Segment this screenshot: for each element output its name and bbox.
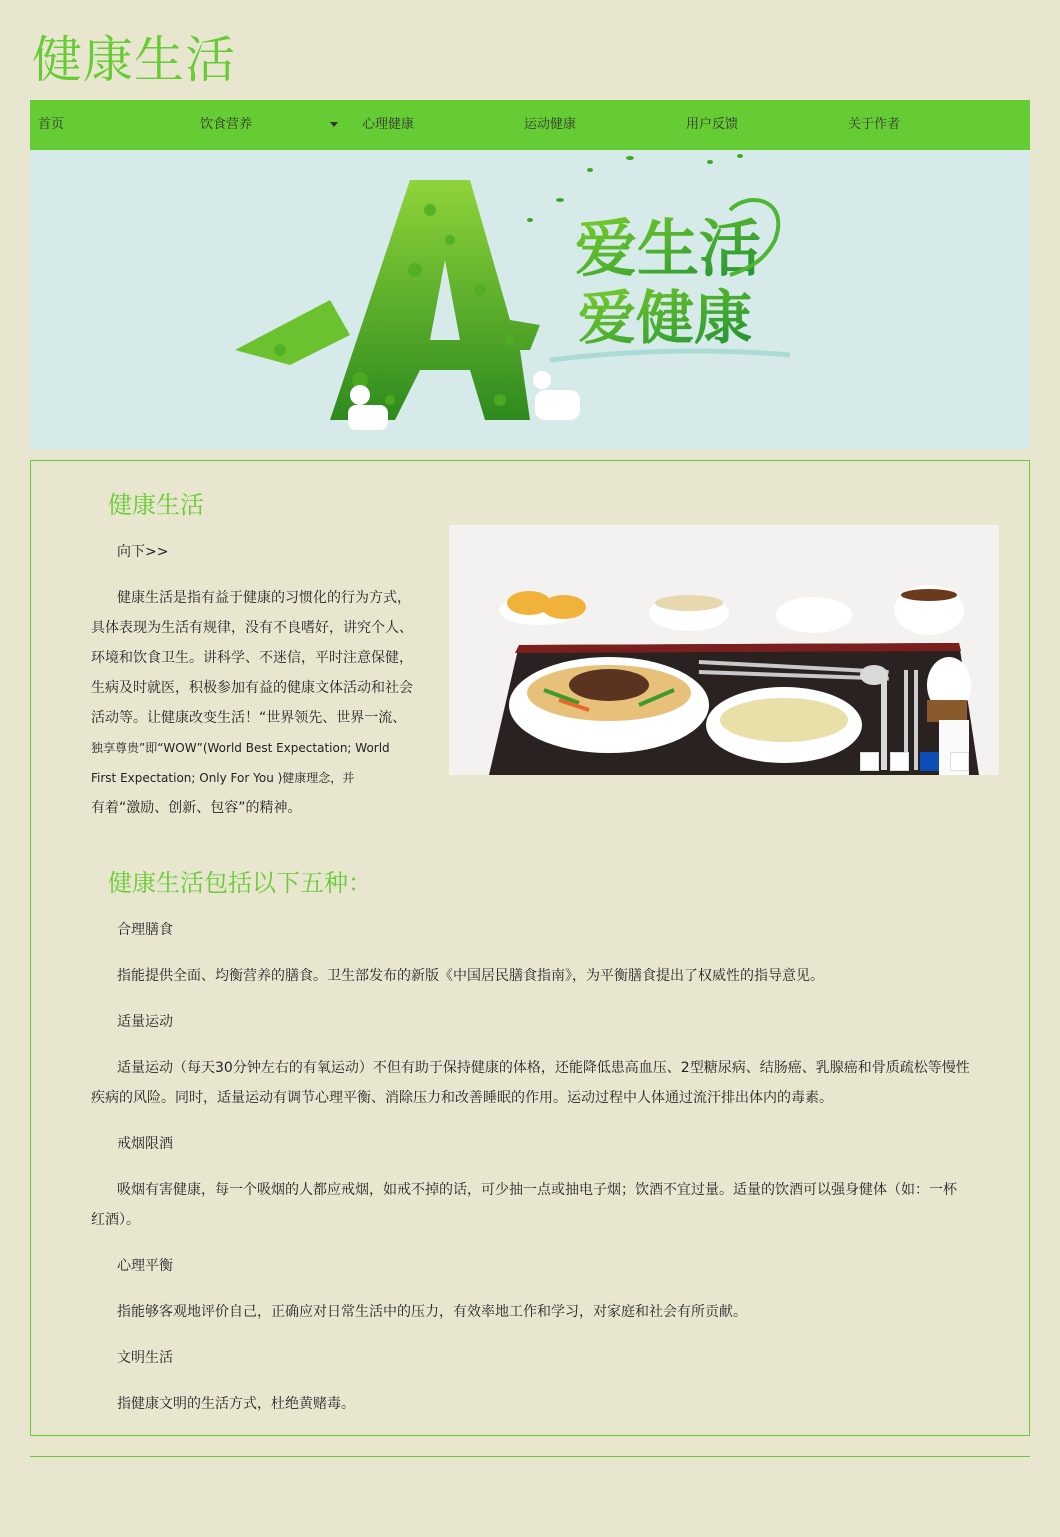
main-content [30, 460, 1030, 1436]
scroll-down-link[interactable] [91, 537, 168, 567]
item-desc: 疾病的风险。同时，适量运动有调节心理平衡、消除压力和改善睡眠的作用。运动过程中人体通过流汗排出体内的毒素。 [91, 1090, 833, 1106]
item-title: 文明生活 [117, 1350, 173, 1366]
item-desc: 适量运动（每天30分钟左右的有氧运动）不但有助于保持健康的体格，还能降低患高血压、2型糖尿病、结肠癌、乳腺癌和骨质疏松等慢性 [117, 1060, 970, 1076]
intro-line: 有着“激励、创新、包容”的精神。 [91, 800, 302, 816]
intro-line: 独享尊贵”即“WOW”(World Best Expectation; World [91, 741, 390, 755]
intro-line: 活动等。让健康改变生活！“世界领先、世界一流、 [91, 710, 407, 726]
item-desc: 红酒）。 [91, 1212, 140, 1228]
carousel-indicators [860, 752, 969, 771]
food-tray-image [449, 525, 999, 775]
nav-item-label: 饮食营养 [200, 117, 253, 132]
carousel-dot[interactable] [950, 752, 969, 771]
banner-text-line1: 爱生活 [575, 212, 762, 285]
hero-banner [30, 150, 1030, 449]
item-title: 戒烟限酒 [117, 1136, 173, 1152]
section-heading: 健康生活 [108, 491, 204, 519]
nav-item-label: 心理健康 [362, 117, 415, 132]
intro-line: 具体表现为生活有规律，没有不良嗜好，讲究个人、 [91, 620, 413, 636]
image-carousel[interactable] [449, 525, 999, 775]
carousel-dot[interactable] [890, 752, 909, 771]
scroll-down-label: 向下>> [117, 544, 169, 560]
nav-item-label: 用户反馈 [686, 117, 739, 132]
intro-line: 环境和饮食卫生。讲科学、不迷信，平时注意保健， [91, 650, 413, 666]
footer-divider [30, 1456, 1030, 1457]
nav-item-diet-nutrition[interactable] [192, 100, 354, 150]
nav-item-label: 首页 [38, 117, 65, 132]
nav-item-about-author[interactable] [840, 100, 1002, 150]
banner-illustration [30, 150, 1030, 449]
item-desc: 指能提供全面、均衡营养的膳食。卫生部发布的新版《中国居民膳食指南》，为平衡膳食提出了权威性的指导意见。 [117, 968, 824, 984]
nav-item-mental-health[interactable] [354, 100, 516, 150]
carousel-dot-active[interactable] [920, 752, 939, 771]
intro-line: 生病及时就医，积极参加有益的健康文体活动和社会 [91, 680, 413, 696]
item-title: 合理膳食 [117, 922, 173, 938]
intro-line: First Expectation; Only For You )健康理念，并 [91, 771, 355, 785]
nav-item-home[interactable] [30, 100, 192, 150]
item-desc: 指健康文明的生活方式，杜绝黄赌毒。 [117, 1396, 355, 1412]
nav-item-user-feedback[interactable] [678, 100, 840, 150]
section-heading: 健康生活包括以下五种： [108, 869, 372, 897]
item-title: 适量运动 [117, 1014, 173, 1030]
caret-down-icon [330, 122, 338, 127]
banner-text-line2: 爱健康 [578, 284, 753, 352]
site-title: 健康生活 [32, 31, 236, 89]
intro-line: 健康生活是指有益于健康的习惯化的行为方式， [117, 590, 411, 606]
item-desc: 指能够客观地评价自己，正确应对日常生活中的压力，有效率地工作和学习，对家庭和社会有所贡献。 [117, 1304, 747, 1320]
nav-item-label: 运动健康 [524, 117, 577, 132]
item-title: 心理平衡 [117, 1258, 173, 1274]
item-desc: 吸烟有害健康，每一个吸烟的人都应戒烟，如戒不掉的话，可少抽一点或抽电子烟；饮酒不宜过量。适量的饮酒可以强身健体（如：一杯 [117, 1182, 957, 1198]
carousel-dot[interactable] [860, 752, 879, 771]
nav-item-exercise-health[interactable] [516, 100, 678, 150]
main-nav [30, 100, 1030, 150]
nav-item-label: 关于作者 [848, 117, 901, 132]
